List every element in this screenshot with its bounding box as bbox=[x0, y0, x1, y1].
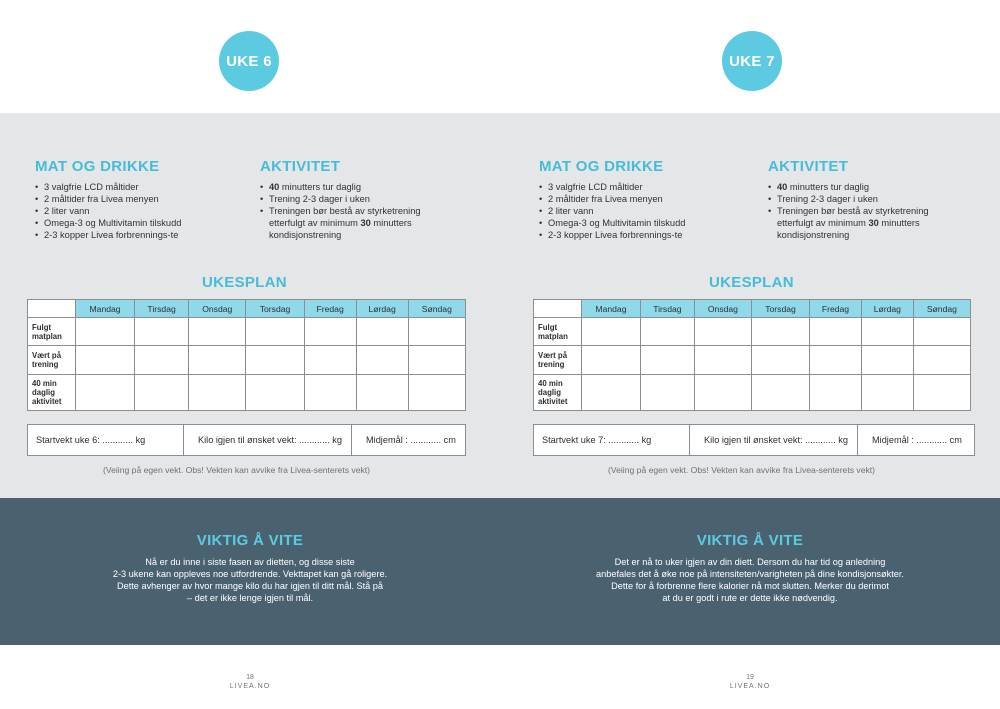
food-item: • 2-3 kopper Livea forbrennings-te bbox=[539, 229, 754, 241]
row-label-line: 40 min bbox=[538, 379, 563, 388]
food-item: • 3 valgfrie LCD måltider bbox=[35, 181, 245, 193]
food-item: • 2 måltider fra Livea menyen bbox=[539, 193, 754, 205]
row-label-line: Vært på bbox=[538, 351, 568, 360]
day-header: Torsdag bbox=[246, 300, 304, 318]
row-label-line: aktivitet bbox=[32, 397, 62, 406]
weight-log-box bbox=[27, 424, 466, 456]
food-section-title: MAT OG DRIKKE bbox=[35, 158, 160, 175]
page-footer bbox=[0, 673, 500, 691]
remaining-kilo-field[interactable]: Kilo igjen til ønsket vekt: ............ kg bbox=[184, 425, 352, 455]
check-cell[interactable] bbox=[861, 346, 913, 375]
waist-measure-field[interactable]: Midjemål : ............ cm bbox=[366, 435, 456, 445]
day-header: Mandag bbox=[76, 300, 135, 318]
good-to-know-line: Dette for å forbrenne flere kalorier nå mot slutten. Merker du derimot bbox=[611, 581, 889, 591]
table-row bbox=[28, 318, 466, 346]
day-header: Lørdag bbox=[861, 300, 913, 318]
start-weight-field[interactable]: Startvekt uke 6: ............ kg bbox=[28, 425, 184, 455]
start-weight-field[interactable]: Startvekt uke 7: ............ kg bbox=[534, 425, 690, 455]
day-header: Tirsdag bbox=[640, 300, 694, 318]
day-header: Fredag bbox=[810, 300, 862, 318]
food-item: • Omega-3 og Multivitamin tilskudd bbox=[35, 217, 245, 229]
day-header: Mandag bbox=[582, 300, 641, 318]
check-cell[interactable] bbox=[135, 375, 189, 411]
check-cell[interactable] bbox=[304, 318, 356, 346]
check-cell[interactable] bbox=[246, 375, 304, 411]
row-label-line: matplan bbox=[538, 331, 568, 341]
table-corner-cell bbox=[28, 300, 76, 318]
good-to-know-title: VIKTIG Å VITE bbox=[196, 532, 304, 549]
table-row bbox=[28, 375, 466, 411]
check-cell[interactable] bbox=[810, 318, 862, 346]
good-to-know-text bbox=[0, 556, 500, 604]
row-label bbox=[534, 346, 582, 375]
check-cell[interactable] bbox=[304, 375, 356, 411]
day-header: Fredag bbox=[304, 300, 356, 318]
check-cell[interactable] bbox=[76, 375, 135, 411]
activity-item bbox=[260, 181, 470, 193]
check-cell[interactable] bbox=[356, 346, 408, 375]
check-cell[interactable] bbox=[582, 375, 641, 411]
row-label bbox=[534, 375, 582, 411]
good-to-know-line: Nå er du inne i siste fasen av dietten, og disse siste bbox=[145, 557, 355, 567]
check-cell[interactable] bbox=[356, 318, 408, 346]
check-cell[interactable] bbox=[752, 375, 810, 411]
check-cell[interactable] bbox=[304, 346, 356, 375]
good-to-know-text bbox=[500, 556, 1000, 604]
check-cell[interactable] bbox=[189, 318, 246, 346]
cardio-minutes: 30 bbox=[868, 218, 879, 228]
check-cell[interactable] bbox=[582, 318, 641, 346]
check-cell[interactable] bbox=[810, 346, 862, 375]
week-plan-title: UKESPLAN bbox=[709, 274, 794, 291]
training-text-line2: etterfulgt av minimum bbox=[777, 218, 869, 228]
cardio-minutes: 30 bbox=[360, 218, 371, 228]
table-row bbox=[534, 318, 971, 346]
good-to-know-line: anbefales det å øke noe på intensiteten/varigheten på dine kondisjonsøkter. bbox=[596, 569, 904, 579]
training-text-line3: kondisjonstrening bbox=[269, 230, 342, 240]
activity-list bbox=[768, 181, 978, 241]
day-header: Lørdag bbox=[356, 300, 408, 318]
walk-text: minutters tur daglig bbox=[787, 182, 869, 192]
footer-site: LIVEA.NO bbox=[729, 683, 771, 690]
check-cell[interactable] bbox=[246, 346, 304, 375]
day-header: Søndag bbox=[408, 300, 465, 318]
food-list bbox=[35, 181, 245, 241]
food-item: • 2-3 kopper Livea forbrennings-te bbox=[35, 229, 245, 241]
row-label-line: Fulgt bbox=[538, 322, 558, 332]
day-header: Tirsdag bbox=[135, 300, 189, 318]
check-cell[interactable] bbox=[582, 346, 641, 375]
training-text-line2: etterfulgt av minimum bbox=[269, 218, 361, 228]
page-number: 18 bbox=[246, 674, 254, 681]
row-label-line: matplan bbox=[32, 331, 62, 341]
check-cell[interactable] bbox=[810, 375, 862, 411]
week-plan-table bbox=[27, 299, 466, 411]
check-cell[interactable] bbox=[76, 346, 135, 375]
row-label-line: Fulgt bbox=[32, 322, 52, 332]
page-footer bbox=[500, 673, 1000, 691]
good-to-know-title: VIKTIG Å VITE bbox=[696, 532, 804, 549]
check-cell[interactable] bbox=[694, 375, 751, 411]
activity-item bbox=[768, 205, 978, 241]
weighing-note: (Veiing på egen vekt. Obs! Vekten kan avvike fra Livea-senterets vekt) bbox=[608, 465, 876, 475]
row-label-line: Vært på bbox=[32, 351, 62, 360]
weighing-note: (Veiing på egen vekt. Obs! Vekten kan avvike fra Livea-senterets vekt) bbox=[103, 465, 371, 475]
day-header: Onsdag bbox=[694, 300, 751, 318]
check-cell[interactable] bbox=[356, 375, 408, 411]
check-cell[interactable] bbox=[752, 346, 810, 375]
check-cell[interactable] bbox=[694, 318, 751, 346]
check-cell[interactable] bbox=[913, 318, 970, 346]
good-to-know-line: Det er nå to uker igjen av din diett. Dersom du har tid og anledning bbox=[614, 557, 886, 567]
check-cell[interactable] bbox=[640, 318, 694, 346]
week-plan-table bbox=[533, 299, 971, 411]
training-text-line2-end: minutters bbox=[370, 218, 412, 228]
food-section-title: MAT OG DRIKKE bbox=[539, 158, 664, 175]
table-row bbox=[28, 346, 466, 375]
food-item: • 2 liter vann bbox=[35, 205, 245, 217]
training-text-line2-end: minutters bbox=[878, 218, 920, 228]
check-cell[interactable] bbox=[76, 318, 135, 346]
food-list bbox=[539, 181, 754, 241]
check-cell[interactable] bbox=[861, 375, 913, 411]
page-number: 19 bbox=[746, 674, 754, 681]
check-cell[interactable] bbox=[189, 375, 246, 411]
activity-item bbox=[260, 205, 470, 241]
check-cell[interactable] bbox=[861, 318, 913, 346]
activity-section-title: AKTIVITET bbox=[260, 158, 341, 175]
waist-measure-field[interactable]: Midjemål : ............ cm bbox=[872, 435, 962, 445]
check-cell[interactable] bbox=[135, 346, 189, 375]
row-label-line: trening bbox=[538, 360, 565, 369]
right-page bbox=[500, 0, 1000, 709]
activity-section-title: AKTIVITET bbox=[768, 158, 849, 175]
good-to-know-line: at du er godt i rute er dette ikke nødvendig. bbox=[662, 593, 838, 603]
table-row bbox=[534, 346, 971, 375]
row-label bbox=[28, 375, 76, 411]
activity-item bbox=[768, 181, 978, 193]
row-label-line: trening bbox=[32, 360, 59, 369]
week-plan-title: UKESPLAN bbox=[202, 274, 287, 291]
food-item: • 3 valgfrie LCD måltider bbox=[539, 181, 754, 193]
check-cell[interactable] bbox=[408, 375, 465, 411]
check-cell[interactable] bbox=[694, 346, 751, 375]
training-text-line1: Treningen bør bestå av styrketrening bbox=[269, 206, 421, 216]
activity-item: • Trening 2-3 dager i uken bbox=[768, 193, 978, 205]
walk-minutes: 40 bbox=[269, 182, 280, 192]
activity-item: • Trening 2-3 dager i uken bbox=[260, 193, 470, 205]
row-label-line: aktivitet bbox=[538, 397, 568, 406]
footer-site: LIVEA.NO bbox=[229, 683, 271, 690]
check-cell[interactable] bbox=[189, 346, 246, 375]
food-item: • 2 måltider fra Livea menyen bbox=[35, 193, 245, 205]
check-cell[interactable] bbox=[408, 318, 465, 346]
check-cell[interactable] bbox=[913, 375, 970, 411]
check-cell[interactable] bbox=[246, 318, 304, 346]
remaining-kilo-field[interactable]: Kilo igjen til ønsket vekt: ............ kg bbox=[690, 425, 858, 455]
check-cell[interactable] bbox=[135, 318, 189, 346]
food-item: • Omega-3 og Multivitamin tilskudd bbox=[539, 217, 754, 229]
food-item: • 2 liter vann bbox=[539, 205, 754, 217]
check-cell[interactable] bbox=[913, 346, 970, 375]
check-cell[interactable] bbox=[408, 346, 465, 375]
activity-list bbox=[260, 181, 470, 241]
good-to-know-line: Dette avhenger av hvor mange kilo du har igjen til ditt mål. Stå på bbox=[116, 581, 384, 591]
check-cell[interactable] bbox=[640, 346, 694, 375]
day-header: Torsdag bbox=[752, 300, 810, 318]
walk-minutes: 40 bbox=[777, 182, 788, 192]
table-row bbox=[534, 375, 971, 411]
good-to-know-line: 2-3 ukene kan oppleves noe utfordrende. Vekttapet kan gå roligere. bbox=[112, 569, 388, 579]
walk-text: minutters tur daglig bbox=[279, 182, 361, 192]
row-label bbox=[534, 318, 582, 346]
training-text-line1: Treningen bør bestå av styrketrening bbox=[777, 206, 929, 216]
day-header: Søndag bbox=[913, 300, 970, 318]
week-badge: UKE 7 bbox=[722, 31, 782, 91]
check-cell[interactable] bbox=[752, 318, 810, 346]
check-cell[interactable] bbox=[640, 375, 694, 411]
row-label-line: 40 min bbox=[32, 379, 57, 388]
week-badge: UKE 6 bbox=[219, 31, 279, 91]
good-to-know-line: – det er ikke lenge igjen til mål. bbox=[186, 593, 314, 603]
day-header: Onsdag bbox=[189, 300, 246, 318]
training-text-line3: kondisjonstrening bbox=[777, 230, 850, 240]
weight-log-box bbox=[533, 424, 975, 456]
row-label-line: daglig bbox=[538, 388, 561, 397]
table-corner-cell bbox=[534, 300, 582, 318]
row-label-line: daglig bbox=[32, 388, 55, 397]
row-label bbox=[28, 318, 76, 346]
row-label bbox=[28, 346, 76, 375]
